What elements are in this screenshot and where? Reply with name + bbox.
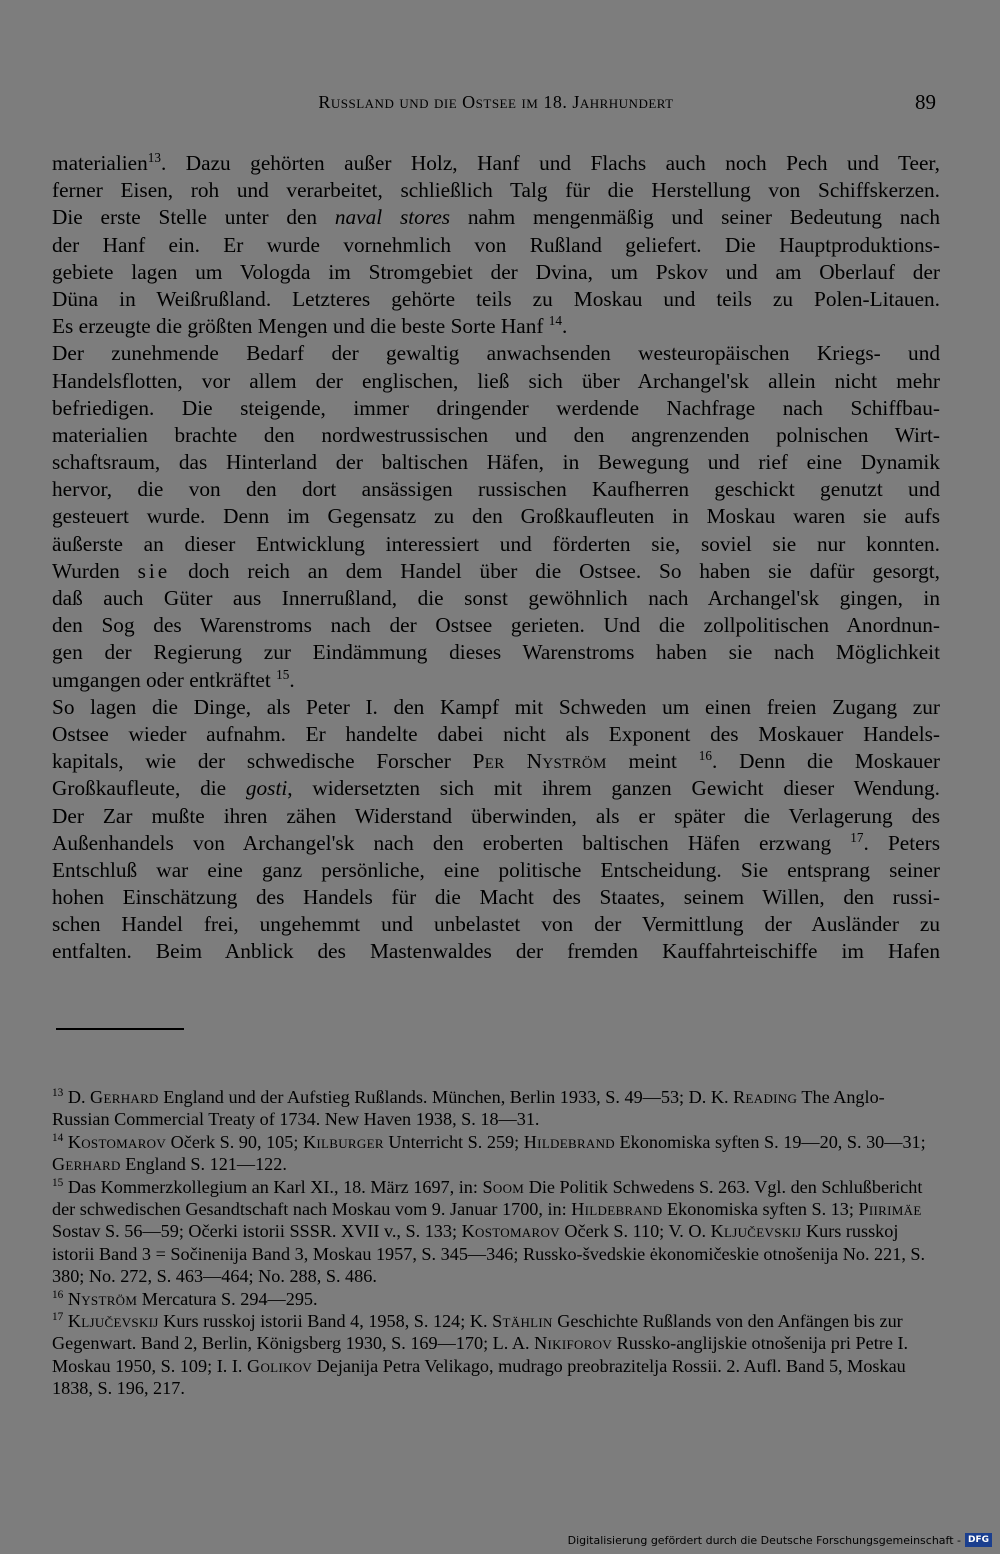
author-name: Gerhard (52, 1154, 121, 1175)
dfg-logo: DFG (965, 1533, 992, 1547)
text-line: Großkaufleute, die gosti, widersetzten sich mit ihrem ganzen Gewicht dieser Wendung. (52, 776, 940, 801)
author-name: Hildebrand (523, 1131, 615, 1152)
author-name: Kostomarov (461, 1221, 560, 1242)
text-line: der Hanf ein. Er wurde vornehmlich von Rußland geliefert. Die Hauptproduktions- (52, 232, 940, 257)
page-number: 89 (915, 90, 936, 114)
text-line: schen Handel frei, ungehemmt und unbelastet von der Vermittlung der Ausländer zu (52, 912, 940, 937)
text-line: daß auch Güter aus Innerrußland, die sonst gewöhnlich nach Archangel'sk gingen, in (52, 586, 940, 610)
text-line: befriedigen. Die steigende, immer dringender werdende Nachfrage nach Schiffbau- (52, 395, 940, 420)
footnote-number: 17 (52, 1311, 64, 1323)
author-name: Reading (733, 1087, 798, 1107)
footnote-number: 15 (52, 1176, 64, 1189)
author-name: Soom (482, 1176, 525, 1197)
text-line: Düna in Weißrußland. Letzteres gehörte teils zu Moskau und teils zu Polen-Litauen. (52, 286, 940, 311)
author-name: Per Nyström (472, 749, 607, 774)
text-line: Der zunehmende Bedarf der gewaltig anwachsenden westeuropäischen Kriegs- und (52, 341, 940, 366)
text-line: Wurden sie doch reich an dem Handel über die Ostsee. So haben sie dafür gesorgt, (52, 558, 940, 583)
digitization-credit (568, 1532, 992, 1548)
author-name: Kostomarov (67, 1131, 167, 1152)
text-line: Handelsflotten, vor allem der englischen, ließ sich über Archangel'sk allein nicht mehr (52, 368, 940, 393)
footnote-16: $^{16}$ Nyström Mercatura S. 294—295. (52, 1288, 318, 1309)
text-line: Der Zar mußte ihren zähen Widerstand überwinden, als er später die Verlagerung des (52, 803, 940, 828)
author-name: Ključevskij (67, 1311, 159, 1332)
author-name: Gerhard (90, 1087, 159, 1107)
author-name: Piirimäe (858, 1199, 922, 1220)
author-name: Nikiforov (534, 1333, 613, 1354)
footnote-number: 13 (52, 1086, 64, 1099)
page-header (52, 92, 940, 122)
text-line: Es erzeugte die größten Mengen und die beste Sorte Hanf $^{14}$. (52, 313, 568, 339)
footnote-number: 16 (52, 1288, 64, 1301)
footnote-ref: 14 (548, 313, 562, 329)
text-line: Entschluß war eine ganz persönliche, eine politische Entscheidung. Sie entsprang seiner (52, 857, 940, 882)
footnote-ref: 17 (850, 829, 864, 845)
text-line: ferner Eisen, roh und verarbeitet, schließlich Talg für die Herstellung von Schiffskerzen. (52, 178, 940, 203)
author-name: Ključevskij (710, 1221, 802, 1242)
author-name: Golikov (247, 1355, 313, 1376)
text-line: hohen Einschätzung des Handels für die Macht des Staates, seinem Willen, den russi- (52, 885, 940, 910)
text-line: materialien brachte den nordwestrussischen und den angrenzenden polnischen Wirt- (52, 422, 940, 447)
italic-term: gosti (245, 776, 288, 801)
text-line: den Sog des Warenstroms nach der Ostsee gerieten. Und die zollpolitischen Anordnun- (52, 613, 940, 638)
text-line: äußerste an dieser Entwicklung interessiert und förderten sie, soviel sie nur konnten. (52, 531, 940, 556)
footnotes (52, 1086, 940, 1400)
text-line: gen der Regierung zur Eindämmung dieses Warenstroms haben sie nach Möglichkeit (52, 640, 940, 665)
footnote-ref: 13 (147, 149, 161, 165)
footnote-14: $^{14}$ Kostomarov Očerk S. 90, 105; Kilburger Unterricht S. 259; Hildebrand Ekonomiska syften S. 19—20, S. 30—31; Gerhard England S. 121—122. (52, 1131, 926, 1175)
text-line: schaftsraum, das Hinterland der baltischen Häfen, in Bewegung und rief eine Dynamik (52, 450, 940, 475)
text-line: Außenhandels von Archangel'sk nach den eroberten baltischen Häfen erzwang $^{17}$. Peters (52, 829, 940, 855)
author-name: Hildebrand (571, 1199, 663, 1220)
text-line: umgangen oder entkräftet $^{15}$. (52, 666, 295, 692)
author-name: Nyström (67, 1288, 138, 1309)
footnote-number: 14 (52, 1131, 64, 1144)
spaced-word: sie (137, 558, 171, 583)
text-line: hervor, die von den dort ansässigen russischen Kaufherren geschickt genutzt und (52, 477, 940, 502)
credit-text: Digitalisierung gefördert durch die Deutsche Forschungsgemeinschaft - (567, 1533, 961, 1547)
footnote-15: $^{15}$ Das Kommerzkollegium an Karl XI., 18. März 1697, in: Soom Die Politik Schwedens S. 263. Vgl. den Schlußbericht der schwedischen Gesandtschaft nach Moskau vom 9. Januar 1700, in: Hildebrand Ekonomiska syften S. 13; Piirimäe Sostav S. 56—59; Očerki istorii SSSR. XVII v., S. 133; Kostomarov Očerk S. 110; V. O. Ključevskij Kurs russkoj istorii Band 3 = Sočinenija Band 3, Moskau 1957, S. 345—346; Russko-švedskie ėkonomičeskie otnošenija No. 221, S. 380; No. 272, S. 463—464; No. 288, S. 486. (52, 1176, 926, 1287)
footnote-divider (56, 1028, 184, 1030)
italic-term: naval stores (334, 205, 451, 230)
text-line: gebiete lagen um Vologda im Stromgebiet der Dvina, um Pskov und am Oberlauf der (52, 259, 940, 284)
text-line: Die erste Stelle unter den naval stores nahm mengenmäßig und seiner Bedeutung nach (52, 205, 940, 230)
text-line: entfalten. Beim Anblick des Mastenwaldes der fremden Kauffahrteischiffe im Hafen (52, 939, 940, 964)
footnote-17: $^{17}$ Ključevskij Kurs russkoj istorii Band 4, 1958, S. 124; K. Stählin Geschichte Rußlands von den Anfängen bis zur Gegenwart. Band 2, Berlin, Königsberg 1930, S. 169—170; L. A. Nikiforov Russko-anglijskie otnošenija pri Petre I. Moskau 1950, S. 109; I. I. Golikov Dejanija Petra Velikago, mudrago preobrazitelja Rossii. 2. Aufl. Band 5, Moskau 1838, S. 196, 217. (52, 1311, 909, 1399)
text-line: So lagen die Dinge, als Peter I. den Kampf mit Schweden um einen freien Zugang zur (52, 694, 940, 719)
text-line: gesteuert wurde. Denn im Gegensatz zu den Großkaufleuten in Moskau waren sie aufs (52, 504, 940, 529)
footnote-ref: 15 (276, 666, 290, 682)
text-line: materialien$^{13}$. Dazu gehörten außer Holz, Hanf und Flachs auch noch Pech und Teer, (52, 149, 940, 175)
text-line: Ostsee wieder aufnahm. Er handelte dabei nicht als Exponent des Moskauer Handels- (52, 721, 940, 746)
footnote-ref: 16 (698, 748, 712, 764)
body-text (52, 150, 940, 966)
author-name: Kilburger (302, 1131, 384, 1152)
author-name: Stählin (492, 1311, 553, 1332)
text-line: kapitals, wie der schwedische Forscher Per Nyström meint $^{16}$. Denn die Moskauer (52, 748, 941, 774)
running-title: Russland und die Ostsee im 18. Jahrhundert (318, 92, 674, 112)
footnote-13: $^{13}$ D. Gerhard England und der Aufstieg Rußlands. München, Berlin 1933, S. 49—53; D. K. Reading The Anglo-Russian Commercial Treaty of 1734. New Haven 1938, S. 18—31. (52, 1086, 885, 1130)
